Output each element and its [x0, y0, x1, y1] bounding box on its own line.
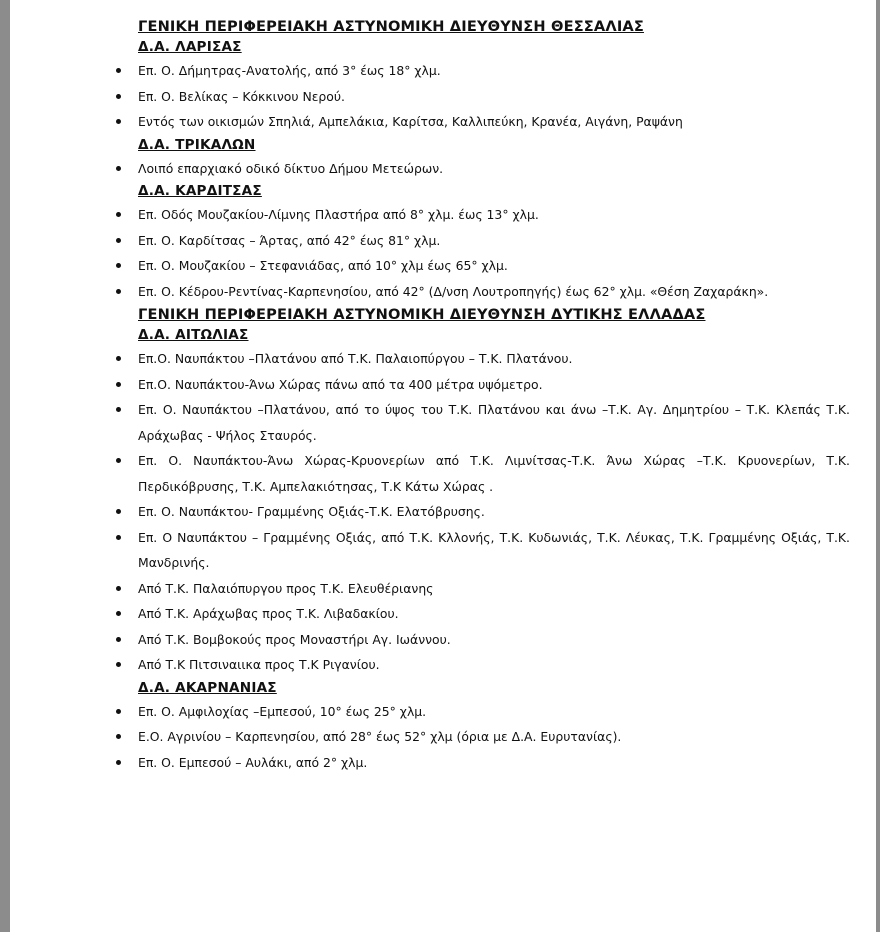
list-item: Επ. Ο. Ναυπάκτου- Γραμμένης Οξιάς-Τ.Κ. Ελατόβρυσης.	[138, 499, 850, 525]
list-item: Επ. Ο. Κέδρου-Ρεντίνας-Καρπενησίου, από 42° (Δ/νση Λουτροπηγής) έως 62° χλμ. «Θέση Ζαχαράκη».	[138, 279, 850, 305]
section-heading-western-greece: ΓΕΝΙΚΗ ΠΕΡΙΦΕΡΕΙΑΚΗ ΑΣΤΥΝΟΜΙΚΗ ΔΙΕΥΘΥΝΣΗ ΔΥΤΙΚΗΣ ΕΛΛΑΔΑΣ	[138, 306, 706, 323]
list-item: Επ. Οδός Μουζακίου-Λίμνης Πλαστήρα από 8° χλμ. έως 13° χλμ.	[138, 202, 850, 228]
list-item: Επ. Ο. Βελίκας – Κόκκινου Νερού.	[138, 84, 850, 110]
item-list-trikala	[138, 156, 850, 182]
list-item: Επ. Ο Ναυπάκτου – Γραμμένης Οξιάς, από Τ.Κ. Κλλονής, Τ.Κ. Κυδωνιάς, Τ.Κ. Λέυκας, Τ.Κ. Γραμμένης Οξιάς, Τ.Κ. Μανδρινής.	[138, 525, 850, 576]
list-item: Επ. Ο. Μουζακίου – Στεφανιάδας, από 10° χλμ έως 65° χλμ.	[138, 253, 850, 279]
list-item: Από Τ.Κ. Αράχωβας προς Τ.Κ. Λιβαδακίου.	[138, 601, 850, 627]
item-list-karditsa	[138, 202, 850, 304]
document-content	[138, 16, 850, 775]
directorate-heading-trikala: Δ.Α. ΤΡΙΚΑΛΩΝ	[138, 136, 256, 153]
list-item: Επ. Ο. Εμπεσού – Αυλάκι, από 2° χλμ.	[138, 750, 850, 776]
list-item: Επ. Ο. Αμφιλοχίας –Εμπεσού, 10° έως 25° χλμ.	[138, 699, 850, 725]
directorate-heading-karditsa: Δ.Α. ΚΑΡΔΙΤΣΑΣ	[138, 183, 262, 199]
list-item: Ε.Ο. Αγρινίου – Καρπενησίου, από 28° έως 52° χλμ (όρια με Δ.Α. Ευρυτανίας).	[138, 724, 850, 750]
list-item: Εντός των οικισμών Σπηλιά, Αμπελάκια, Καρίτσα, Καλλιπεύκη, Κρανέα, Αιγάνη, Ραψάνη	[138, 109, 850, 135]
list-item: Επ.Ο. Ναυπάκτου-Άνω Χώρας πάνω από τα 400 μέτρα υψόμετρο.	[138, 372, 850, 398]
item-list-larisa	[138, 58, 850, 135]
list-item: Λοιπό επαρχιακό οδικό δίκτυο Δήμου Μετεώρων.	[138, 156, 850, 182]
list-item: Από Τ.Κ. Βομβοκούς προς Μοναστήρι Αγ. Ιωάννου.	[138, 627, 850, 653]
section-heading-thessaly: ΓΕΝΙΚΗ ΠΕΡΙΦΕΡΕΙΑΚΗ ΑΣΤΥΝΟΜΙΚΗ ΔΙΕΥΘΥΝΣΗ ΘΕΣΣΑΛΙΑΣ	[138, 18, 644, 35]
list-item: Επ. Ο. Ναυπάκτου-Άνω Χώρας-Κρυονερίων από Τ.Κ. Λιμνίτσας-Τ.Κ. Άνω Χώρας –Τ.Κ. Κρυονερίων, Τ.Κ. Περδικόβρυσης, Τ.Κ. Αμπελακιότησας, Τ.Κ Κάτω Χώρας .	[138, 448, 850, 499]
directorate-heading-larisa: Δ.Α. ΛΑΡΙΣΑΣ	[138, 39, 242, 55]
list-item: Επ.Ο. Ναυπάκτου –Πλατάνου από Τ.Κ. Παλαιοπύργου – Τ.Κ. Πλατάνου.	[138, 346, 850, 372]
list-item: Επ. Ο. Ναυπάκτου –Πλατάνου, από το ύψος του Τ.Κ. Πλατάνου και άνω –Τ.Κ. Αγ. Δημητρίου – Τ.Κ. Κλεπάς Τ.Κ. Αράχωβας - Ψήλος Σταυρός.	[138, 397, 850, 448]
directorate-heading-akarnania: Δ.Α. ΑΚΑΡΝΑΝΙΑΣ	[138, 679, 277, 696]
list-item: Από Τ.Κ Πιτσιναιικα προς Τ.Κ Ριγανίου.	[138, 652, 850, 678]
list-item: Επ. Ο. Καρδίτσας – Άρτας, από 42° έως 81° χλμ.	[138, 228, 850, 254]
item-list-akarnania	[138, 699, 850, 776]
document-page	[10, 0, 876, 932]
directorate-heading-aitolia: Δ.Α. ΑΙΤΩΛΙΑΣ	[138, 327, 249, 343]
item-list-aitolia	[138, 346, 850, 678]
list-item: Επ. Ο. Δήμητρας-Ανατολής, από 3° έως 18° χλμ.	[138, 58, 850, 84]
list-item: Από Τ.Κ. Παλαιόπυργου προς Τ.Κ. Ελευθέριανης	[138, 576, 850, 602]
